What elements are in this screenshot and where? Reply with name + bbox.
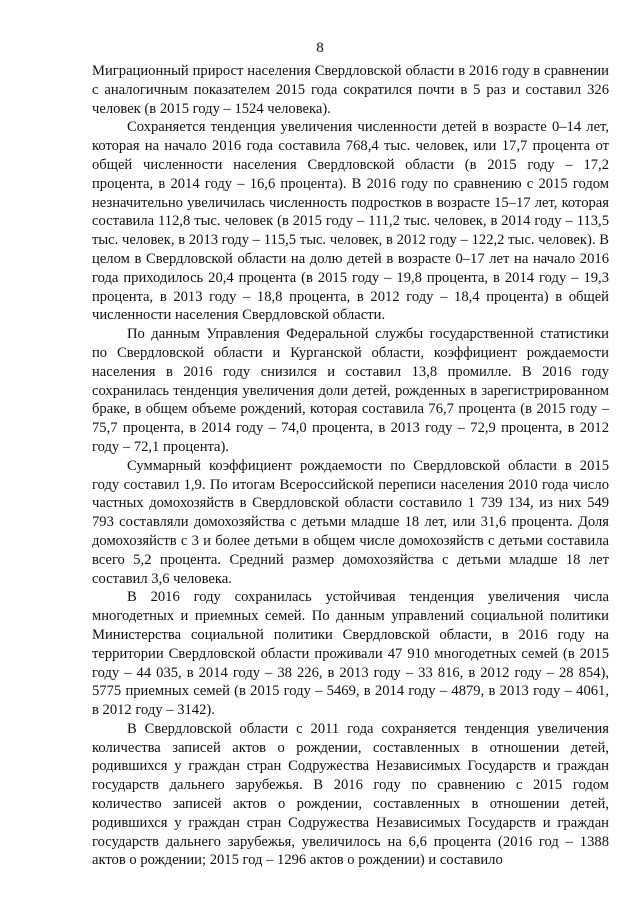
paragraph-migration: Миграционный прирост населения Свердловской области в 2016 году в сравнении с аналогичным показателем 2015 года сократился почти в 5 раз и составил 326 человек (в 2015 году – 1524 человека).: [92, 63, 609, 117]
paragraph-children-count: Сохраняется тенденция увеличения численности детей в возрасте 0–14 лет, которая на начало 2016 года составила 768,4 тыс. человек, или 17,7 процента от общей численности населения Свердловской области (в 2015 году – 17,2 процента, в 2014 году – 16,6 процента). В 2016 году по сравнению с 2015 годом незначительно увеличилась численность подростков в возрасте 15–17 лет, которая составила 112,8 тыс. человек (в 2015 году – 111,2 тыс. человек, в 2014 году – 113,5 тыс. человек, в 2013 году – 115,5 тыс. человек, в 2012 году – 122,2 тыс. человек). В целом в Свердловской области на долю детей в возрасте 0–17 лет на начало 2016 года приходилось 20,4 процента (в 2015 году – 19,8 процента, в 2014 году – 19,3 процента, в 2013 году – 18,8 процента, в 2012 году – 18,4 процента) в общей численности населения Свердловской области.: [92, 119, 609, 324]
paragraph-fertility-households: Суммарный коэффициент рождаемости по Свердловской области в 2015 году составил 1,9. По итогам Всероссийской переписи населения 2010 года число частных домохозяйств в Свердловской области составило 1 739 134, из них 549 793 составляли домохозяйства с детьми младше 18 лет, или 31,6 процента. Доля домохозяйств с 3 и более детьми в общем числе домохозяйств с детьми составила всего 5,2 процента. Средний размер домохозяйства с детьми младше 18 лет составил 3,6 человека.: [92, 457, 609, 587]
paragraph-birth-rate: По данным Управления Федеральной службы государственной статистики по Свердловской области и Курганской области, коэффициент рождаемости населения в 2016 году снизился и составил 13,8 промилле. В 2016 году сохранилась тенденция увеличения доли детей, рожденных в зарегистрированном браке, в общем объеме рождений, которая составила 76,7 процента (в 2015 году – 75,7 процента, в 2014 году – 74,0 процента, в 2013 году – 72,9 процента, в 2012 году – 72,1 процента).: [92, 326, 609, 455]
body-text: [92, 62, 609, 870]
page-number: 8: [316, 40, 324, 56]
paragraph-large-foster-families: В 2016 году сохранилась устойчивая тенденция увеличения числа многодетных и приемных семей. По данным управлений социальной политики Министерства социальной политики Свердловской области, в 2016 году на территории Свердловской области проживали 47 910 многодетных семей (в 2015 году – 44 035, в 2014 году – 38 226, в 2013 году – 33 816, в 2012 году – 28 854), 5775 приемных семей (в 2015 году – 5469, в 2014 году – 4879, в 2013 году – 4061, в 2012 году – 3142).: [92, 589, 609, 719]
paragraph-birth-records: В Свердловской области с 2011 года сохраняется тенденция увеличения количества записей актов о рождении, составленных в отношении детей, родившихся у граждан стран Содружества Независимых Государств и граждан государств дальнего зарубежья. В 2016 году по сравнению с 2015 годом количество записей актов о рождении, составленных в отношении детей, родившихся у граждан стран Содружества Независимых Государств и граждан государств дальнего зарубежья, увеличилось на 6,6 процента (2016 год – 1388 актов о рождении; 2015 год – 1296 актов о рождении) и составило: [92, 720, 609, 869]
